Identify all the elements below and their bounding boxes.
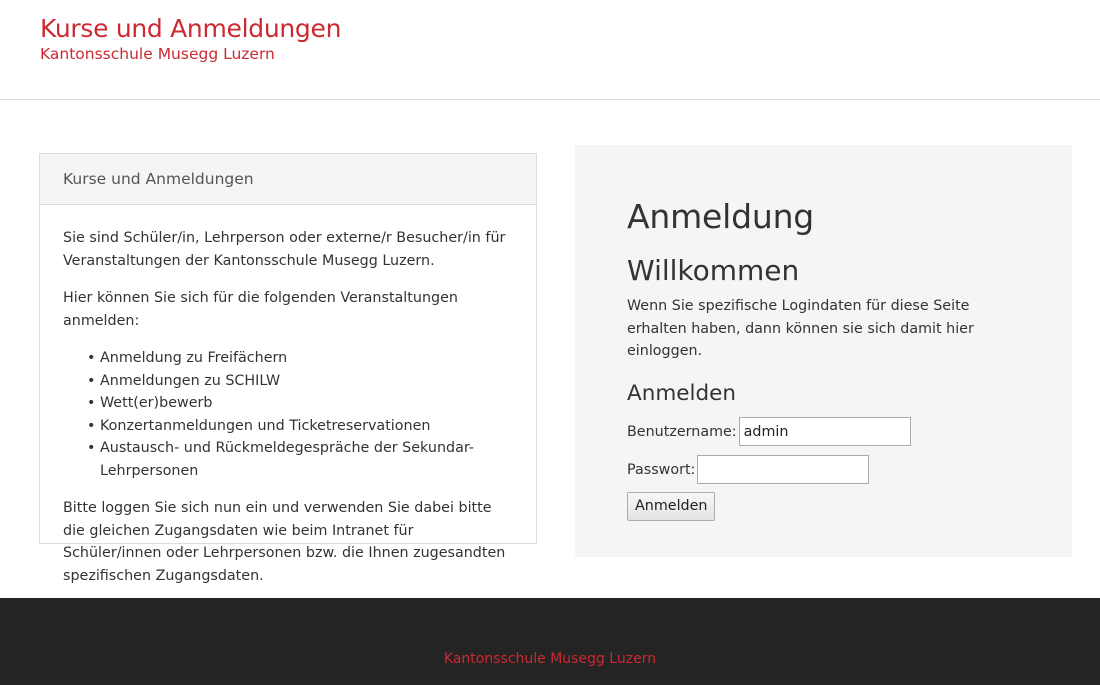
login-form: [627, 417, 1020, 521]
username-row: [627, 417, 1020, 447]
info-intro-text: Sie sind Schüler/in, Lehrperson oder externe/r Besucher/in für Veranstaltungen der Kantonsschule Musegg Luzern.: [63, 230, 506, 269]
password-row: [627, 455, 1020, 485]
event-list-item: • Anmeldungen zu SCHILW: [63, 370, 513, 393]
event-list-item: • Anmeldung zu Freifächern: [63, 347, 513, 370]
login-panel: [575, 145, 1072, 557]
info-panel-heading: Kurse und Anmeldungen: [40, 154, 536, 205]
footer-school-link[interactable]: Kantonsschule Musegg Luzern: [443, 651, 657, 667]
signin-heading: Anmelden: [627, 380, 736, 406]
welcome-text: Wenn Sie spezifische Logindaten für diese Seite erhalten haben, dann können sie sich damit hier einloggen.: [627, 298, 974, 359]
login-heading: Anmeldung: [627, 197, 815, 236]
site-footer: [0, 598, 1100, 685]
password-label: Passwort:: [627, 461, 696, 478]
info-panel-body: [40, 205, 536, 587]
username-label: Benutzername:: [627, 423, 737, 440]
event-list-item: • Wett(er)bewerb: [63, 392, 513, 415]
event-list-item: • Konzertanmeldungen und Ticketreservationen: [63, 415, 513, 438]
site-subtitle-link[interactable]: Kantonsschule Musegg Luzern: [40, 45, 275, 63]
username-input[interactable]: [739, 417, 911, 446]
info-outro-text: Bitte loggen Sie sich nun ein und verwenden Sie dabei bitte die gleichen Zugangsdaten wie beim Intranet für Schüler/innen oder Lehrpersonen bzw. die Ihnen zugesandten spezifischen Zugangsdaten.: [63, 500, 506, 584]
login-button[interactable]: Anmelden: [627, 492, 715, 521]
password-input[interactable]: [697, 455, 869, 484]
site-header: [0, 0, 1100, 100]
event-list-item: • Austausch- und Rückmeldegespräche der Sekundar-Lehrpersonen: [63, 437, 513, 482]
event-list: [63, 347, 513, 482]
info-panel: [39, 153, 537, 584]
welcome-heading: Willkommen: [627, 254, 800, 287]
info-list-intro-text: Hier können Sie sich für die folgenden Veranstaltungen anmelden:: [63, 290, 458, 329]
site-title-link[interactable]: Kurse und Anmeldungen: [40, 14, 342, 43]
